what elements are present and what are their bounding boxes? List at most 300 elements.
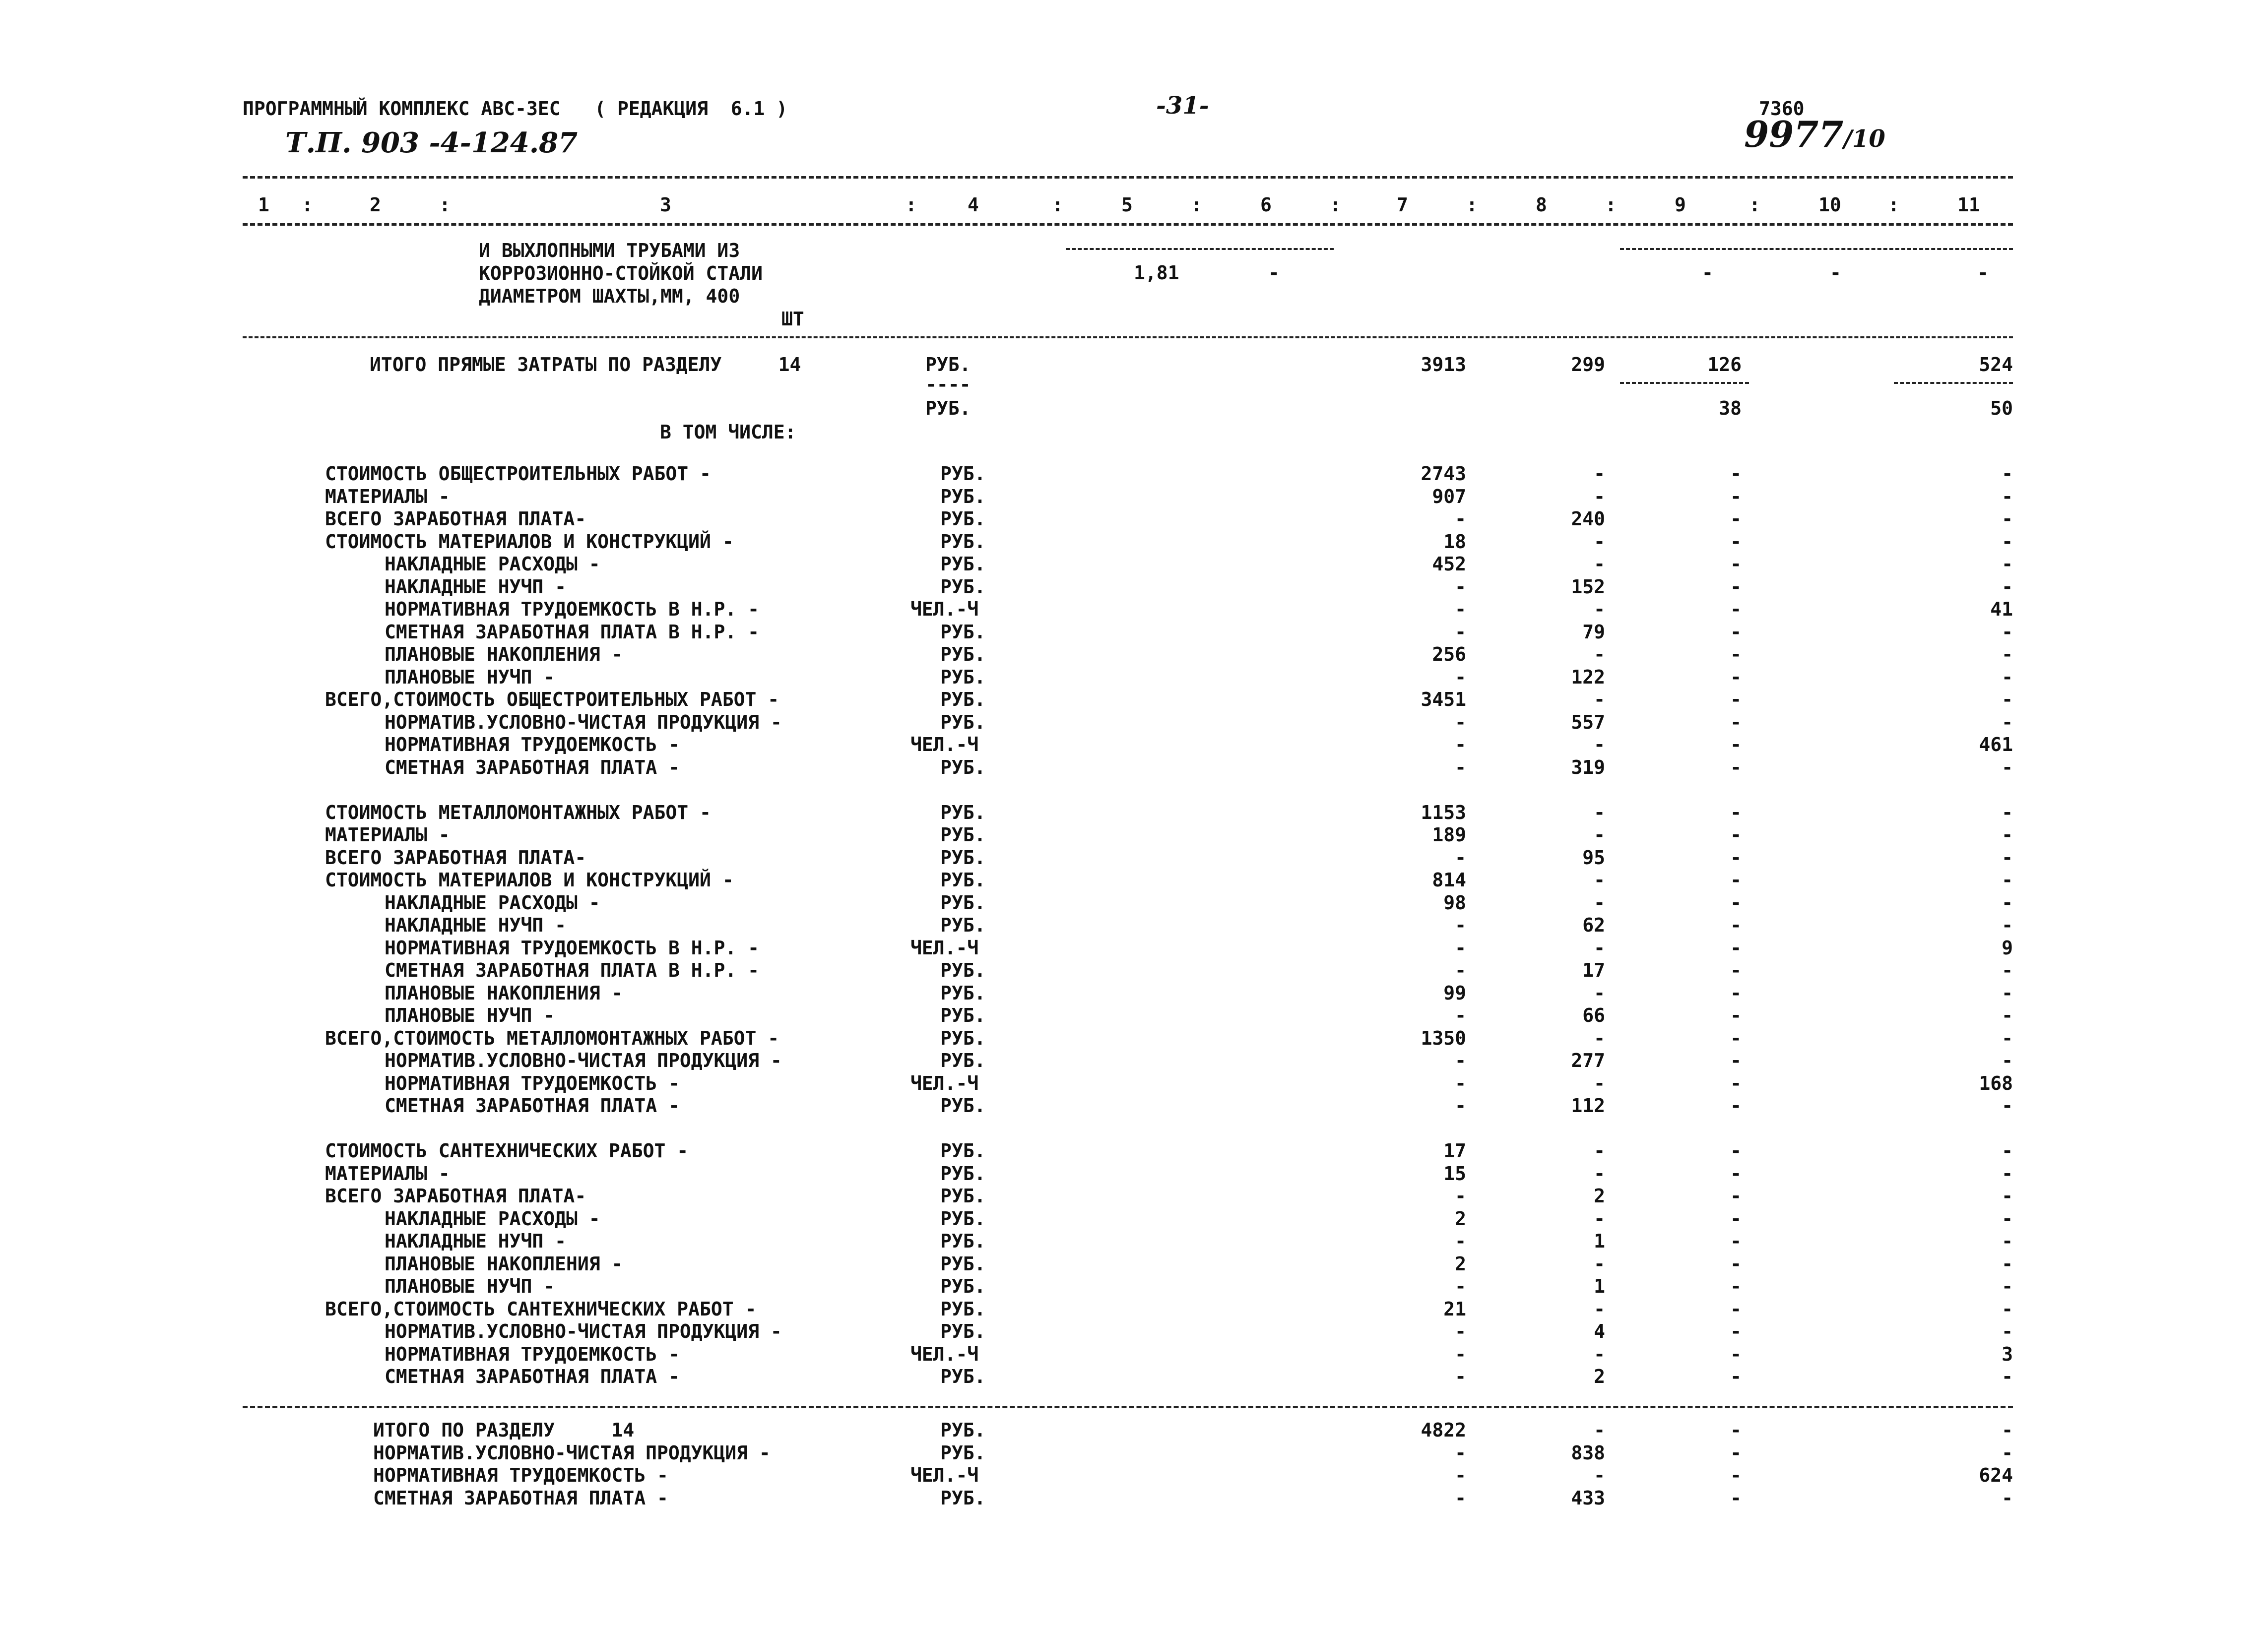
row-unit: РУБ. xyxy=(940,1163,986,1185)
row-c7: - xyxy=(1455,914,1466,936)
direct-total-unit: РУБ. xyxy=(925,354,971,376)
row-c7: 189 xyxy=(1432,824,1466,846)
row-c7: - xyxy=(1455,1095,1466,1117)
row-c7: 2 xyxy=(1455,1208,1466,1230)
direct-total-c8: 299 xyxy=(1571,354,1605,376)
row-unit: РУБ. xyxy=(940,689,986,710)
row-c11: - xyxy=(2002,531,2013,553)
row-c8: 66 xyxy=(1582,1004,1605,1026)
row-label: ВСЕГО,СТОИМОСТЬ ОБЩЕСТРОИТЕЛЬНЫХ РАБОТ - xyxy=(325,689,779,710)
row-unit: ЧЕЛ.-Ч xyxy=(910,1072,979,1094)
row-label: МАТЕРИАЛЫ - xyxy=(325,1163,450,1185)
row-c11: - xyxy=(2002,1004,2013,1026)
direct-total-c9b: 38 xyxy=(1719,397,1742,419)
total-c9: - xyxy=(1730,1442,1742,1464)
row-c7: - xyxy=(1455,847,1466,869)
row-c9: - xyxy=(1730,1140,1742,1162)
page-number: -31- xyxy=(1156,92,1209,120)
row-unit: РУБ. xyxy=(940,1004,986,1026)
row-unit: РУБ. xyxy=(940,621,986,643)
row-label: НАКЛАДНЫЕ НУЧП - xyxy=(385,914,567,936)
row-unit: РУБ. xyxy=(940,508,986,530)
row-c11: - xyxy=(2002,959,2013,981)
row-c8: 240 xyxy=(1571,508,1605,530)
row-c8: - xyxy=(1594,937,1605,959)
row-c11: - xyxy=(2002,1208,2013,1230)
row-unit: РУБ. xyxy=(940,1185,986,1207)
item-c5: 1,81 xyxy=(1134,262,1179,284)
row-c9: - xyxy=(1730,531,1742,553)
row-c7: 15 xyxy=(1443,1163,1466,1185)
row-label: ВСЕГО ЗАРАБОТНАЯ ПЛАТА- xyxy=(325,1185,586,1207)
row-c8: - xyxy=(1594,643,1605,665)
column-separator: : xyxy=(1330,194,1341,216)
row-c9: - xyxy=(1730,1298,1742,1320)
row-c7: 256 xyxy=(1432,643,1466,665)
item-line-3: ДИАМЕТРОМ ШАХТЫ,ММ, 400 xyxy=(479,285,740,307)
row-c8: - xyxy=(1594,1072,1605,1094)
row-c9: - xyxy=(1730,734,1742,755)
total-label: СМЕТНАЯ ЗАРАБОТНАЯ ПЛАТА - xyxy=(373,1487,668,1509)
section-total-rule xyxy=(243,1406,2013,1408)
column-separator: : xyxy=(1605,194,1617,216)
row-label: СТОИМОСТЬ ОБЩЕСТРОИТЕЛЬНЫХ РАБОТ - xyxy=(325,463,711,485)
row-unit: РУБ. xyxy=(940,1320,986,1342)
row-c8: - xyxy=(1594,824,1605,846)
row-c11: - xyxy=(2002,689,2013,710)
item-c11: - xyxy=(1977,262,1989,284)
row-c7: 17 xyxy=(1443,1140,1466,1162)
row-c8: - xyxy=(1594,734,1605,755)
row-label: СМЕТНАЯ ЗАРАБОТНАЯ ПЛАТА В Н.Р. - xyxy=(385,959,759,981)
item-line-4: ШТ xyxy=(781,308,804,330)
row-unit: РУБ. xyxy=(940,1298,986,1320)
row-c11: - xyxy=(2002,914,2013,936)
row-unit: РУБ. xyxy=(940,892,986,914)
row-c8: 1 xyxy=(1594,1230,1605,1252)
row-c7: - xyxy=(1455,1185,1466,1207)
document-number-sub: /10 xyxy=(1843,125,1885,153)
row-c11: - xyxy=(2002,463,2013,485)
total-c11: - xyxy=(2002,1487,2013,1509)
row-c9: - xyxy=(1730,576,1742,598)
row-c8: 152 xyxy=(1571,576,1605,598)
tp-title: Т.П. 903 -4-124.87 xyxy=(285,126,578,159)
total-c7: - xyxy=(1455,1464,1466,1486)
total-c9: - xyxy=(1730,1464,1742,1486)
row-c7: - xyxy=(1455,1320,1466,1342)
item-rule xyxy=(243,336,2013,338)
document-number-main: 9977 xyxy=(1744,113,1844,155)
row-label: НОРМАТИВНАЯ ТРУДОЕМКОСТЬ - xyxy=(385,1343,680,1365)
row-label: ВСЕГО,СТОИМОСТЬ МЕТАЛЛОМОНТАЖНЫХ РАБОТ - xyxy=(325,1027,779,1049)
row-c9: - xyxy=(1730,892,1742,914)
row-c9: - xyxy=(1730,1230,1742,1252)
row-c11: - xyxy=(2002,508,2013,530)
row-label: ВСЕГО ЗАРАБОТНАЯ ПЛАТА- xyxy=(325,508,586,530)
row-c8: - xyxy=(1594,689,1605,710)
row-c11: - xyxy=(2002,1027,2013,1049)
row-c9: - xyxy=(1730,914,1742,936)
row-unit: РУБ. xyxy=(940,847,986,869)
row-c9: - xyxy=(1730,937,1742,959)
row-c11: - xyxy=(2002,621,2013,643)
row-label: НОРМАТИВ.УСЛОВНО-ЧИСТАЯ ПРОДУКЦИЯ - xyxy=(385,1320,782,1342)
row-label: СТОИМОСТЬ МЕТАЛЛОМОНТАЖНЫХ РАБОТ - xyxy=(325,802,711,823)
row-unit: ЧЕЛ.-Ч xyxy=(910,1343,979,1365)
row-c7: - xyxy=(1455,1004,1466,1026)
row-c11: - xyxy=(2002,1230,2013,1252)
row-label: ПЛАНОВЫЕ НАКОПЛЕНИЯ - xyxy=(385,643,623,665)
column-number: 4 xyxy=(968,194,979,216)
row-unit: РУБ. xyxy=(940,553,986,575)
direct-total-label: ИТОГО ПРЯМЫЕ ЗАТРАТЫ ПО РАЗДЕЛУ 14 xyxy=(370,354,801,376)
row-c9: - xyxy=(1730,982,1742,1004)
row-c8: - xyxy=(1594,1208,1605,1230)
column-number: 8 xyxy=(1536,194,1547,216)
row-label: ВСЕГО,СТОИМОСТЬ САНТЕХНИЧЕСКИХ РАБОТ - xyxy=(325,1298,757,1320)
row-unit: РУБ. xyxy=(940,869,986,891)
row-unit: ЧЕЛ.-Ч xyxy=(910,598,979,620)
column-separator: : xyxy=(439,194,451,216)
row-unit: РУБ. xyxy=(940,463,986,485)
row-c11: - xyxy=(2002,643,2013,665)
row-c11: - xyxy=(2002,847,2013,869)
row-c8: - xyxy=(1594,1163,1605,1185)
column-number: 3 xyxy=(660,194,671,216)
row-c11: - xyxy=(2002,1298,2013,1320)
row-c9: - xyxy=(1730,1004,1742,1026)
row-c7: 18 xyxy=(1443,531,1466,553)
row-label: НОРМАТИВ.УСЛОВНО-ЧИСТАЯ ПРОДУКЦИЯ - xyxy=(385,1050,782,1071)
row-c7: - xyxy=(1455,937,1466,959)
header-rule-top xyxy=(243,176,2013,179)
column-number: 1 xyxy=(258,194,269,216)
row-c8: - xyxy=(1594,1027,1605,1049)
row-c9: - xyxy=(1730,869,1742,891)
row-c11: - xyxy=(2002,576,2013,598)
row-c7: - xyxy=(1455,1230,1466,1252)
total-c8: 838 xyxy=(1571,1442,1605,1464)
row-unit: РУБ. xyxy=(940,666,986,688)
row-label: ПЛАНОВЫЕ НУЧП - xyxy=(385,666,555,688)
row-unit: РУБ. xyxy=(940,1208,986,1230)
row-c11: - xyxy=(2002,1095,2013,1117)
row-c11: - xyxy=(2002,1140,2013,1162)
row-label: НАКЛАДНЫЕ РАСХОДЫ - xyxy=(385,553,600,575)
row-c7: - xyxy=(1455,1050,1466,1071)
row-unit: РУБ. xyxy=(940,824,986,846)
row-unit: РУБ. xyxy=(940,576,986,598)
direct-total-seg-9 xyxy=(1620,382,1749,384)
row-c8: 112 xyxy=(1571,1095,1605,1117)
row-c11: - xyxy=(2002,1366,2013,1387)
row-unit: РУБ. xyxy=(940,1366,986,1387)
row-c9: - xyxy=(1730,508,1742,530)
right-code: 7360 xyxy=(1759,98,1805,120)
row-unit: РУБ. xyxy=(940,531,986,553)
total-unit: РУБ. xyxy=(940,1419,986,1441)
row-c8: - xyxy=(1594,553,1605,575)
row-c7: - xyxy=(1455,1343,1466,1365)
row-c7: - xyxy=(1455,734,1466,755)
row-c9: - xyxy=(1730,643,1742,665)
row-label: НАКЛАДНЫЕ РАСХОДЫ - xyxy=(385,892,600,914)
row-c9: - xyxy=(1730,1072,1742,1094)
row-c11: 168 xyxy=(1979,1072,2013,1094)
row-c7: - xyxy=(1455,1275,1466,1297)
row-unit: РУБ. xyxy=(940,486,986,507)
row-label: НОРМАТИВНАЯ ТРУДОЕМКОСТЬ В Н.Р. - xyxy=(385,598,759,620)
direct-total-seg-11 xyxy=(1894,382,2013,384)
row-c7: 3451 xyxy=(1421,689,1466,710)
row-c11: - xyxy=(2002,824,2013,846)
column-separator: : xyxy=(1191,194,1202,216)
row-c11: 3 xyxy=(2002,1343,2013,1365)
item-line-1: И ВЫХЛОПНЫМИ ТРУБАМИ ИЗ xyxy=(479,240,740,261)
row-unit: РУБ. xyxy=(940,711,986,733)
row-c9: - xyxy=(1730,1320,1742,1342)
total-c7: - xyxy=(1455,1442,1466,1464)
row-label: ПЛАНОВЫЕ НУЧП - xyxy=(385,1004,555,1026)
row-label: НОРМАТИВНАЯ ТРУДОЕМКОСТЬ В Н.Р. - xyxy=(385,937,759,959)
row-unit: РУБ. xyxy=(940,643,986,665)
program-header: ПРОГРАММНЫЙ КОМПЛЕКС АВС-ЗЕС ( РЕДАКЦИЯ 6.1 ) xyxy=(243,98,788,120)
total-c8: - xyxy=(1594,1464,1605,1486)
row-c8: - xyxy=(1594,463,1605,485)
row-label: СТОИМОСТЬ МАТЕРИАЛОВ И КОНСТРУКЦИЙ - xyxy=(325,531,734,553)
row-c8: - xyxy=(1594,982,1605,1004)
row-c9: - xyxy=(1730,1027,1742,1049)
total-label: НОРМАТИВ.УСЛОВНО-ЧИСТАЯ ПРОДУКЦИЯ - xyxy=(373,1442,771,1464)
item-c9: - xyxy=(1702,262,1713,284)
row-c9: - xyxy=(1730,1275,1742,1297)
row-c9: - xyxy=(1730,847,1742,869)
row-c7: - xyxy=(1455,666,1466,688)
row-c8: 17 xyxy=(1582,959,1605,981)
row-label: СМЕТНАЯ ЗАРАБОТНАЯ ПЛАТА В Н.Р. - xyxy=(385,621,759,643)
row-c9: - xyxy=(1730,959,1742,981)
row-c7: - xyxy=(1455,756,1466,778)
row-unit: РУБ. xyxy=(940,914,986,936)
row-c7: 98 xyxy=(1443,892,1466,914)
row-label: ПЛАНОВЫЕ НАКОПЛЕНИЯ - xyxy=(385,1253,623,1275)
row-c9: - xyxy=(1730,1050,1742,1071)
row-label: ВСЕГО ЗАРАБОТНАЯ ПЛАТА- xyxy=(325,847,586,869)
total-c9: - xyxy=(1730,1419,1742,1441)
row-c11: 461 xyxy=(1979,734,2013,755)
row-unit: ЧЕЛ.-Ч xyxy=(910,734,979,755)
row-c9: - xyxy=(1730,824,1742,846)
row-unit: РУБ. xyxy=(940,1230,986,1252)
direct-total-c9: 126 xyxy=(1707,354,1742,376)
row-label: НАКЛАДНЫЕ НУЧП - xyxy=(385,1230,567,1252)
row-c7: 99 xyxy=(1443,982,1466,1004)
row-c7: 907 xyxy=(1432,486,1466,507)
row-c11: - xyxy=(2002,486,2013,507)
row-c7: - xyxy=(1455,959,1466,981)
column-number: 6 xyxy=(1260,194,1272,216)
row-c9: - xyxy=(1730,1185,1742,1207)
row-label: ПЛАНОВЫЕ НУЧП - xyxy=(385,1275,555,1297)
row-c9: - xyxy=(1730,1208,1742,1230)
row-c7: - xyxy=(1455,1366,1466,1387)
item-line-2: КОРРОЗИОННО-СТОЙКОЙ СТАЛИ xyxy=(479,262,763,284)
row-c11: - xyxy=(2002,892,2013,914)
total-unit: ЧЕЛ.-Ч xyxy=(910,1464,979,1486)
item-seg-5-6 xyxy=(1066,248,1334,250)
row-label: ПЛАНОВЫЕ НАКОПЛЕНИЯ - xyxy=(385,982,623,1004)
total-c7: - xyxy=(1455,1487,1466,1509)
row-unit: РУБ. xyxy=(940,756,986,778)
row-c11: - xyxy=(2002,666,2013,688)
row-c8: 1 xyxy=(1594,1275,1605,1297)
row-c11: - xyxy=(2002,1163,2013,1185)
row-c8: - xyxy=(1594,1298,1605,1320)
column-separator: : xyxy=(906,194,917,216)
row-c9: - xyxy=(1730,598,1742,620)
row-label: НОРМАТИВНАЯ ТРУДОЕМКОСТЬ - xyxy=(385,1072,680,1094)
total-unit: РУБ. xyxy=(940,1442,986,1464)
column-number: 2 xyxy=(370,194,381,216)
row-c8: - xyxy=(1594,531,1605,553)
row-c11: - xyxy=(2002,1185,2013,1207)
including-label: В ТОМ ЧИСЛЕ: xyxy=(660,421,796,443)
row-c7: - xyxy=(1455,1072,1466,1094)
row-c8: 2 xyxy=(1594,1366,1605,1387)
row-c7: - xyxy=(1455,711,1466,733)
row-c7: 2 xyxy=(1455,1253,1466,1275)
row-c9: - xyxy=(1730,621,1742,643)
row-c11: - xyxy=(2002,1050,2013,1071)
total-c8: - xyxy=(1594,1419,1605,1441)
row-c9: - xyxy=(1730,666,1742,688)
item-c6: - xyxy=(1268,262,1280,284)
row-unit: РУБ. xyxy=(940,1050,986,1071)
row-c11: 9 xyxy=(2002,937,2013,959)
row-c8: 319 xyxy=(1571,756,1605,778)
column-separator: : xyxy=(1052,194,1063,216)
column-separator: : xyxy=(1888,194,1899,216)
row-c8: - xyxy=(1594,1343,1605,1365)
row-c8: 79 xyxy=(1582,621,1605,643)
row-c11: - xyxy=(2002,1275,2013,1297)
row-c7: 1350 xyxy=(1421,1027,1466,1049)
row-label: МАТЕРИАЛЫ - xyxy=(325,824,450,846)
row-unit: РУБ. xyxy=(940,1275,986,1297)
row-c9: - xyxy=(1730,756,1742,778)
row-c11: 41 xyxy=(1990,598,2013,620)
direct-total-c11: 524 xyxy=(1979,354,2013,376)
total-c9: - xyxy=(1730,1487,1742,1509)
row-label: СМЕТНАЯ ЗАРАБОТНАЯ ПЛАТА - xyxy=(385,1095,680,1117)
row-c8: - xyxy=(1594,1140,1605,1162)
row-c7: 2743 xyxy=(1421,463,1466,485)
row-c8: 2 xyxy=(1594,1185,1605,1207)
row-label: СТОИМОСТЬ САНТЕХНИЧЕСКИХ РАБОТ - xyxy=(325,1140,689,1162)
row-label: НОРМАТИВНАЯ ТРУДОЕМКОСТЬ - xyxy=(385,734,680,755)
row-label: НОРМАТИВ.УСЛОВНО-ЧИСТАЯ ПРОДУКЦИЯ - xyxy=(385,711,782,733)
row-label: МАТЕРИАЛЫ - xyxy=(325,486,450,507)
column-separator: : xyxy=(1466,194,1478,216)
row-c7: 452 xyxy=(1432,553,1466,575)
direct-total-c11b: 50 xyxy=(1990,397,2013,419)
row-c11: - xyxy=(2002,553,2013,575)
row-c9: - xyxy=(1730,711,1742,733)
item-seg-9-11 xyxy=(1620,248,2013,250)
row-c8: - xyxy=(1594,486,1605,507)
row-c9: - xyxy=(1730,553,1742,575)
row-c9: - xyxy=(1730,1163,1742,1185)
row-c7: 1153 xyxy=(1421,802,1466,823)
row-c8: - xyxy=(1594,598,1605,620)
total-c11: 624 xyxy=(1979,1464,2013,1486)
row-unit: РУБ. xyxy=(940,982,986,1004)
total-unit: РУБ. xyxy=(940,1487,986,1509)
row-c7: - xyxy=(1455,576,1466,598)
direct-total-dash: ---- xyxy=(925,374,971,395)
row-c11: - xyxy=(2002,802,2013,823)
total-label: ИТОГО ПО РАЗДЕЛУ 14 xyxy=(373,1419,635,1441)
column-number: 7 xyxy=(1397,194,1408,216)
row-c11: - xyxy=(2002,869,2013,891)
row-c8: 62 xyxy=(1582,914,1605,936)
row-c8: - xyxy=(1594,892,1605,914)
row-c11: - xyxy=(2002,756,2013,778)
row-c9: - xyxy=(1730,1366,1742,1387)
row-c8: 122 xyxy=(1571,666,1605,688)
total-c8: 433 xyxy=(1571,1487,1605,1509)
total-c11: - xyxy=(2002,1442,2013,1464)
row-label: НАКЛАДНЫЕ НУЧП - xyxy=(385,576,567,598)
row-c8: - xyxy=(1594,802,1605,823)
column-separator: : xyxy=(1749,194,1760,216)
header-rule-bottom xyxy=(243,223,2013,226)
total-c11: - xyxy=(2002,1419,2013,1441)
row-c11: - xyxy=(2002,711,2013,733)
row-c7: 21 xyxy=(1443,1298,1466,1320)
row-c7: - xyxy=(1455,598,1466,620)
row-c9: - xyxy=(1730,463,1742,485)
row-label: СМЕТНАЯ ЗАРАБОТНАЯ ПЛАТА - xyxy=(385,756,680,778)
row-c8: - xyxy=(1594,869,1605,891)
row-c7: 814 xyxy=(1432,869,1466,891)
direct-total-c7: 3913 xyxy=(1421,354,1466,376)
row-c11: - xyxy=(2002,982,2013,1004)
row-c8: 557 xyxy=(1571,711,1605,733)
row-c9: - xyxy=(1730,1343,1742,1365)
column-number: 11 xyxy=(1957,194,1980,216)
row-unit: РУБ. xyxy=(940,959,986,981)
direct-total-unit-2: РУБ. xyxy=(925,397,971,419)
row-c7: - xyxy=(1455,508,1466,530)
row-c9: - xyxy=(1730,689,1742,710)
row-c8: 95 xyxy=(1582,847,1605,869)
row-c11: - xyxy=(2002,1253,2013,1275)
total-label: НОРМАТИВНАЯ ТРУДОЕМКОСТЬ - xyxy=(373,1464,668,1486)
row-c9: - xyxy=(1730,1095,1742,1117)
row-label: СТОИМОСТЬ МАТЕРИАЛОВ И КОНСТРУКЦИЙ - xyxy=(325,869,734,891)
row-c8: - xyxy=(1594,1253,1605,1275)
row-label: СМЕТНАЯ ЗАРАБОТНАЯ ПЛАТА - xyxy=(385,1366,680,1387)
row-unit: РУБ. xyxy=(940,1027,986,1049)
column-number: 5 xyxy=(1121,194,1133,216)
row-c8: 277 xyxy=(1571,1050,1605,1071)
item-c10: - xyxy=(1830,262,1841,284)
row-c9: - xyxy=(1730,802,1742,823)
document-number xyxy=(1744,113,1885,155)
column-number: 9 xyxy=(1675,194,1686,216)
